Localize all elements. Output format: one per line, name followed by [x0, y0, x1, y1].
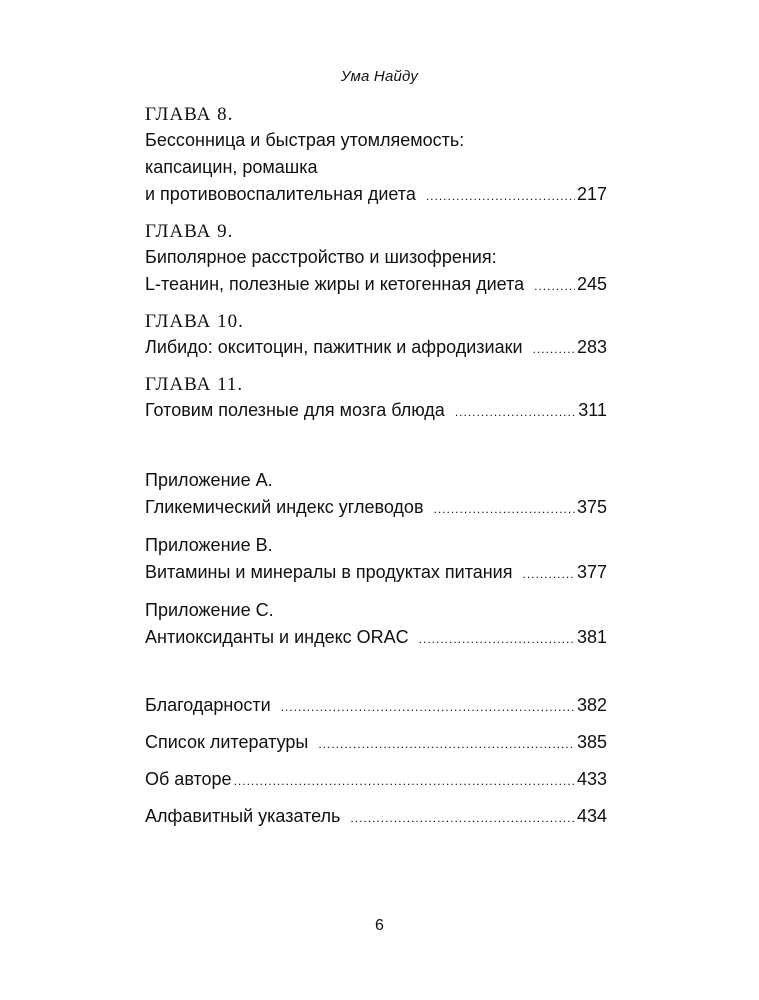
toc-entry-acknowledgements[interactable] — [145, 692, 607, 721]
toc-row — [145, 624, 607, 653]
table-of-contents — [145, 102, 607, 840]
appendix-label: Приложение B. — [145, 535, 273, 555]
dot-leader — [426, 183, 575, 210]
toc-entry-about-author[interactable] — [145, 766, 607, 795]
page-ref: 381 — [576, 627, 607, 647]
toc-entry-appendix-a[interactable] — [145, 467, 607, 523]
toc-entry-chapter-8[interactable] — [145, 102, 607, 210]
back-matter-title: Об авторе — [145, 769, 232, 789]
appendix-title: Антиоксиданты и индекс ORAC — [145, 627, 409, 647]
dot-leader — [533, 336, 575, 363]
page-ref: 377 — [576, 562, 607, 582]
running-head: Ума Найду — [340, 68, 419, 85]
toc-entry-appendix-b[interactable] — [145, 532, 607, 588]
appendix-title: Витамины и минералы в продуктах питания — [145, 562, 513, 582]
page-ref: 217 — [576, 184, 607, 204]
page-ref: 245 — [576, 274, 607, 294]
page-ref: 385 — [576, 732, 607, 752]
toc-entry-chapter-10[interactable] — [145, 309, 607, 363]
page-number: 6 — [375, 917, 384, 934]
chapter-title-line: капсаицин, ромашка — [145, 157, 318, 177]
chapter-label: ГЛАВА 8. — [145, 104, 234, 125]
toc-row — [145, 334, 607, 363]
dot-leader — [523, 561, 575, 588]
back-matter-title: Список литературы — [145, 732, 309, 752]
toc-entry-chapter-11[interactable] — [145, 372, 607, 426]
page-ref: 433 — [576, 769, 607, 789]
dot-leader — [534, 273, 575, 300]
page-ref: 375 — [576, 497, 607, 517]
chapter-label: ГЛАВА 9. — [145, 221, 234, 242]
toc-row — [145, 271, 607, 300]
chapter-title-line: Либидо: окситоцин, пажитник и афродизиаки — [145, 337, 523, 357]
page-ref: 382 — [576, 695, 607, 715]
toc-row — [145, 494, 607, 523]
dot-leader — [455, 399, 576, 426]
dot-leader — [318, 731, 575, 758]
page-ref: 283 — [576, 337, 607, 357]
dot-leader — [281, 694, 575, 721]
back-matter-title: Благодарности — [145, 695, 271, 715]
section-spacer — [145, 662, 607, 692]
toc-row — [145, 559, 607, 588]
section-spacer — [145, 435, 607, 467]
chapter-title-line: и противовоспалительная диета — [145, 184, 416, 204]
page-ref: 434 — [576, 806, 607, 826]
page-ref: 311 — [578, 400, 607, 420]
toc-row — [145, 181, 607, 210]
appendix-label: Приложение C. — [145, 600, 274, 620]
chapter-label: ГЛАВА 10. — [145, 311, 244, 332]
toc-entry-appendix-c[interactable] — [145, 597, 607, 653]
chapter-title-line: Биполярное расстройство и шизофрения: — [145, 247, 497, 267]
chapter-title-line: Готовим полезные для мозга блюда — [145, 400, 445, 420]
toc-entry-references[interactable] — [145, 729, 607, 758]
dot-leader — [234, 768, 575, 795]
toc-entry-chapter-9[interactable] — [145, 219, 607, 300]
toc-row — [145, 397, 607, 426]
chapter-title-line: Бессонница и быстрая утомляемость: — [145, 130, 465, 150]
chapter-label: ГЛАВА 11. — [145, 374, 244, 395]
toc-entry-index[interactable] — [145, 803, 607, 832]
dot-leader — [434, 496, 575, 523]
dot-leader — [350, 805, 575, 832]
dot-leader — [419, 626, 575, 653]
appendix-label: Приложение A. — [145, 470, 273, 490]
appendix-title: Гликемический индекс углеводов — [145, 497, 424, 517]
chapter-title-line: L-теанин, полезные жиры и кетогенная диета — [145, 274, 525, 294]
back-matter-title: Алфавитный указатель — [145, 806, 341, 826]
